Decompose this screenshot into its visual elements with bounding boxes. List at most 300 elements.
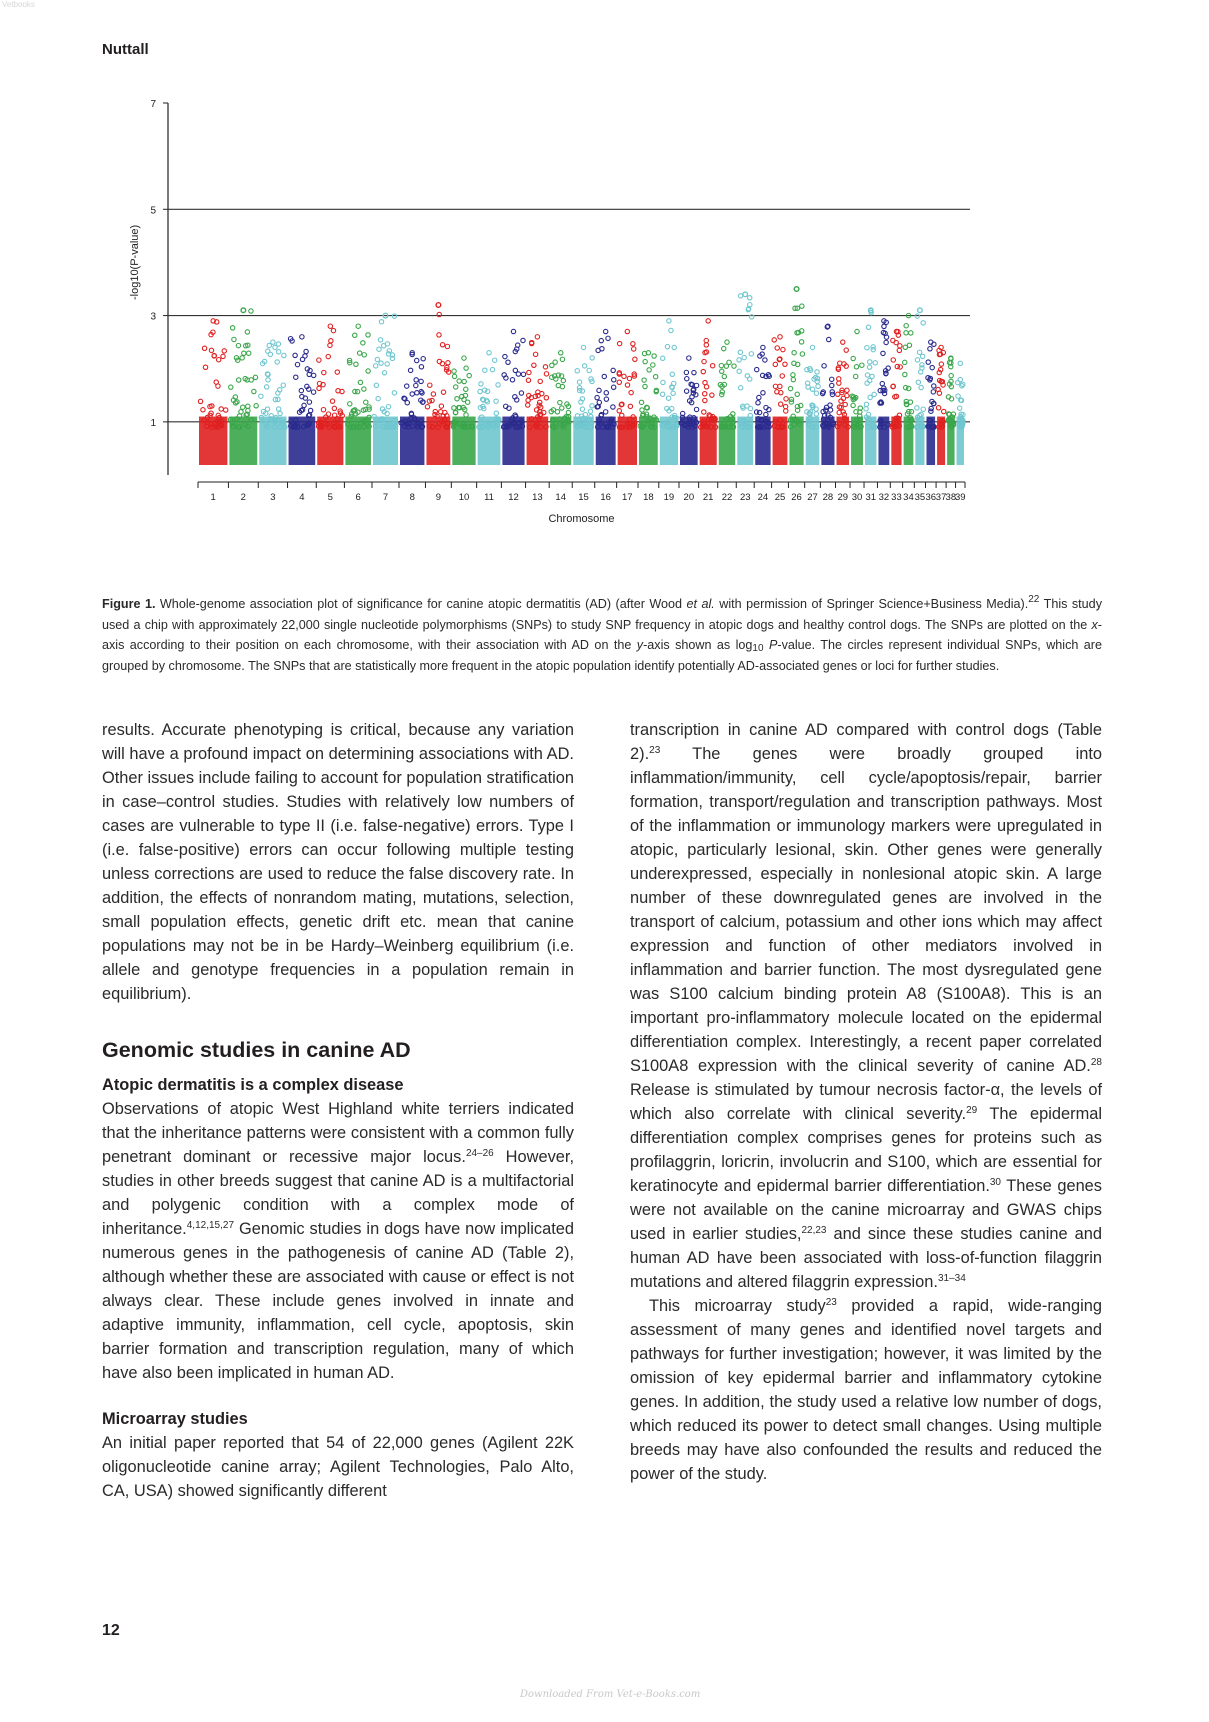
ref: 4,12,15,27 xyxy=(186,1220,235,1231)
snp-point xyxy=(958,361,962,365)
snp-point xyxy=(304,349,308,353)
ref: 24–26 xyxy=(465,1148,494,1159)
snp-point xyxy=(632,347,636,351)
snp-point xyxy=(788,386,792,390)
snp-point xyxy=(617,341,621,345)
snp-point xyxy=(629,390,633,394)
snp-point xyxy=(588,409,592,413)
snp-point xyxy=(264,385,268,389)
snp-point xyxy=(701,369,705,373)
snp-point xyxy=(364,400,368,404)
snp-point xyxy=(845,388,849,392)
snp-point xyxy=(611,368,615,372)
snp-point xyxy=(438,410,442,414)
snp-point xyxy=(652,354,656,358)
snp-point xyxy=(784,397,788,401)
snp-point xyxy=(317,386,321,390)
ref: 30 xyxy=(989,1177,1001,1188)
x-tick-label: 14 xyxy=(555,492,567,503)
snp-point xyxy=(903,372,907,376)
x-tick-label: 37 xyxy=(935,492,947,503)
snp-point xyxy=(755,367,759,371)
x-tick-label: 23 xyxy=(739,492,751,503)
snp-point xyxy=(757,410,761,414)
snp-point xyxy=(392,391,396,395)
snp-point xyxy=(722,346,726,350)
snp-point xyxy=(830,383,834,387)
snp-point xyxy=(526,378,530,382)
snp-point xyxy=(575,369,579,373)
snp-point xyxy=(492,358,496,362)
snp-point xyxy=(276,342,280,346)
snp-point xyxy=(203,365,207,369)
snp-point xyxy=(362,353,366,357)
snp-point xyxy=(720,390,724,394)
snp-point xyxy=(454,385,458,389)
snp-point xyxy=(566,410,570,414)
snp-point xyxy=(373,364,377,368)
snp-point xyxy=(781,347,785,351)
subheading-microarray: Microarray studies xyxy=(102,1410,248,1428)
snp-point xyxy=(259,394,263,398)
snp-point xyxy=(865,381,869,385)
x-tick-label: 18 xyxy=(643,492,654,503)
snp-point xyxy=(516,372,520,376)
x-tick-label: 2 xyxy=(240,492,246,503)
snp-point xyxy=(815,370,819,374)
caption-text: -axis shown as log xyxy=(643,638,753,653)
snp-point xyxy=(276,407,280,411)
snp-point xyxy=(293,353,297,357)
text: transcription in canine AD compared with control dogs (Table 2). xyxy=(630,721,1102,763)
snp-point xyxy=(464,413,468,417)
snp-point xyxy=(326,412,330,416)
snp-point xyxy=(704,338,708,342)
snp-point xyxy=(602,374,606,378)
snp-point xyxy=(437,333,441,337)
snp-point xyxy=(490,367,494,371)
snp-point xyxy=(252,389,256,393)
snp-point xyxy=(667,319,671,323)
text: This microarray study xyxy=(649,1297,826,1315)
snp-point xyxy=(483,368,487,372)
snp-point xyxy=(414,383,418,387)
snp-point xyxy=(795,392,799,396)
ref: 23 xyxy=(825,1297,837,1308)
snp-point xyxy=(236,343,240,347)
text: The epidermal differentiation complex comprises genes for proteins such as profilaggrin, loricrin, involucrin and S100, which are essential for keratinocyte and epidermal barrier differentiation. xyxy=(630,1105,1102,1195)
snp-point xyxy=(775,346,779,350)
snp-point xyxy=(800,304,804,308)
snp-point xyxy=(778,384,782,388)
caption-text: This study used a chip with approximately 22,000 single nucleotide polymorphisms (SNPs) to study SNP frequency in atopic dogs and healthy control dogs. The SNPs are plotted on the xyxy=(102,597,1102,632)
snp-point xyxy=(822,364,826,368)
snp-point xyxy=(543,365,547,369)
snp-point xyxy=(942,409,946,413)
snp-point xyxy=(956,380,960,384)
snp-point xyxy=(590,404,594,408)
x-tick-label: 7 xyxy=(382,492,389,503)
snp-point xyxy=(810,345,814,349)
snp-point xyxy=(936,406,940,410)
snp-point xyxy=(527,370,531,374)
snp-point xyxy=(745,374,749,378)
snp-point xyxy=(381,344,385,348)
caption-text: -value. The circles represent individual SNPs, which are grouped by chromosome. The SNPs that are statistically more frequent in the atopic population identify potentially AD-associated genes or loci for further studies. xyxy=(102,638,1103,673)
x-tick-label: 21 xyxy=(702,492,714,503)
snp-point xyxy=(919,385,923,389)
snp-point xyxy=(479,382,483,386)
snp-point xyxy=(844,348,848,352)
snp-point xyxy=(757,395,761,399)
snp-point xyxy=(232,337,236,341)
snp-point xyxy=(870,374,874,378)
left-paragraph-2 xyxy=(102,1097,574,1385)
caption-x: x xyxy=(1091,617,1098,632)
x-tick-label: 27 xyxy=(807,492,818,503)
snp-point xyxy=(865,373,869,377)
snp-point xyxy=(868,395,872,399)
snp-point xyxy=(814,412,818,416)
snp-point xyxy=(633,357,637,361)
snp-point xyxy=(374,383,378,387)
snp-point xyxy=(503,354,507,358)
snp-point xyxy=(722,374,726,378)
snp-point xyxy=(392,314,396,318)
snp-point xyxy=(321,407,325,411)
x-axis-label: Chromosome xyxy=(548,513,615,525)
snp-point xyxy=(843,402,847,406)
snp-point xyxy=(275,360,279,364)
snp-point xyxy=(763,358,767,362)
x-tick-label: 26 xyxy=(791,492,802,503)
snp-point xyxy=(617,409,621,413)
snp-point xyxy=(827,337,831,341)
snp-point xyxy=(640,408,644,412)
snp-point xyxy=(851,356,855,360)
snp-point xyxy=(560,406,564,410)
snp-point xyxy=(748,296,752,300)
snp-point xyxy=(415,391,419,395)
snp-point xyxy=(872,392,876,396)
snp-point xyxy=(684,370,688,374)
footer-watermark: Downloaded From Vet-e-Books.com xyxy=(520,1689,701,1700)
snp-point xyxy=(604,397,608,401)
x-tick-label: 11 xyxy=(484,492,494,503)
snp-point xyxy=(282,353,286,357)
snp-point xyxy=(939,362,943,366)
snp-point xyxy=(494,411,498,415)
snp-point xyxy=(692,370,696,374)
snp-point xyxy=(266,349,270,353)
snp-point xyxy=(303,354,307,358)
snp-point xyxy=(749,352,753,356)
snp-point xyxy=(703,392,707,396)
snp-point xyxy=(738,386,742,390)
snp-point xyxy=(410,392,414,396)
snp-point xyxy=(526,403,530,407)
snp-point xyxy=(898,344,902,348)
snp-point xyxy=(684,389,688,393)
figure-caption xyxy=(102,594,1102,676)
snp-point xyxy=(379,361,383,365)
y-tick-label: 5 xyxy=(150,205,156,217)
x-tick-label: 13 xyxy=(532,492,543,503)
snp-point xyxy=(860,363,864,367)
top-watermark: Vetbooks xyxy=(2,0,35,9)
snp-point xyxy=(864,407,868,411)
ref: 31–34 xyxy=(937,1273,966,1284)
snp-point xyxy=(308,408,312,412)
snp-point xyxy=(328,343,332,347)
snp-point xyxy=(625,383,629,387)
snp-point xyxy=(773,362,777,366)
ref: 28 xyxy=(1090,1057,1102,1068)
snp-point xyxy=(332,406,336,410)
snp-point xyxy=(311,373,315,377)
snp-point xyxy=(921,407,925,411)
text: These genes were not available on the canine microarray and GWAS chips used in earlier studies, xyxy=(630,1177,1102,1243)
snp-point xyxy=(920,354,924,358)
snp-point xyxy=(661,380,665,384)
snp-point xyxy=(311,390,315,394)
snp-point xyxy=(865,345,869,349)
snp-point xyxy=(230,326,234,330)
snp-point xyxy=(201,408,205,412)
snp-point xyxy=(886,366,890,370)
y-tick-label: 1 xyxy=(150,417,156,429)
left-column xyxy=(102,718,574,1503)
snp-point xyxy=(687,356,691,360)
x-tick-label: 31 xyxy=(865,492,877,503)
x-tick-label: 1 xyxy=(210,492,216,503)
snp-point xyxy=(949,373,953,377)
snp-point xyxy=(348,402,352,406)
snp-point xyxy=(521,338,525,342)
snp-point xyxy=(685,376,689,380)
snp-point xyxy=(494,399,498,403)
x-tick-label: 39 xyxy=(954,492,966,503)
x-tick-label: 25 xyxy=(774,492,786,503)
snp-point xyxy=(903,360,907,364)
snp-point xyxy=(229,385,233,389)
snp-point xyxy=(930,365,934,369)
snp-point xyxy=(830,377,834,381)
snp-point xyxy=(329,339,333,343)
snp-point xyxy=(254,404,258,408)
y-tick-label: 3 xyxy=(150,311,156,323)
x-tick-label: 17 xyxy=(622,492,633,503)
right-column xyxy=(630,718,1102,1486)
snp-point xyxy=(331,328,335,332)
snp-point xyxy=(720,369,724,373)
snp-point xyxy=(643,359,647,363)
snp-point xyxy=(464,366,468,370)
x-tick-label: 16 xyxy=(600,492,611,503)
snp-point xyxy=(415,358,419,362)
snp-point xyxy=(672,345,676,349)
snp-point xyxy=(904,324,908,328)
snp-point xyxy=(710,364,714,368)
snp-point xyxy=(462,379,466,383)
snp-point xyxy=(295,362,299,366)
snp-point xyxy=(784,409,788,413)
caption-ref: 22 xyxy=(1028,594,1040,605)
snp-point xyxy=(521,372,525,376)
snp-point xyxy=(357,351,361,355)
snp-point xyxy=(377,347,381,351)
snp-point xyxy=(452,374,456,378)
snp-point xyxy=(249,309,253,313)
caption-text: -axis according to their position on each chromosome, with their association with AD on the xyxy=(102,617,1102,653)
snp-point xyxy=(299,388,303,392)
snp-point xyxy=(603,410,607,414)
snp-point xyxy=(219,407,223,411)
caption-text: Whole-genome association plot of significance for canine atopic dermatitis (AD) (after Wood xyxy=(159,597,683,611)
snp-point xyxy=(378,338,382,342)
snp-point xyxy=(603,329,607,333)
snp-point xyxy=(237,378,241,382)
ref: 23 xyxy=(649,745,661,756)
snp-point xyxy=(362,387,366,391)
snp-point xyxy=(538,379,542,383)
snp-point xyxy=(247,351,251,355)
snp-point xyxy=(710,393,714,397)
snp-point xyxy=(661,356,665,360)
text: and since these studies canine and human AD have been associated with loss-of-function filaggrin mutations and altered filaggrin expression. xyxy=(630,1225,1102,1291)
left-paragraph-1: results. Accurate phenotyping is critical, because any variation will have a profound impact on determining associations with AD. Other issues include failing to account for population stratification in case–control studies. Studies with relatively low numbers of cases are vulnerable to type II (i.e. false-negative) errors. Type I (i.e. false-positive) errors can occur following multiple testing unless corrections are used to reduce the false discovery rate. In addition, the effects of nonrandom mating, mutations, selection, small population effects, genetic drift etc. mean that canine populations may not be in be Hardy–Weinberg equilibrium (i.e. allele and genotype frequencies in a population remain in equilibrium). xyxy=(102,721,574,1003)
caption-y: y xyxy=(636,638,644,653)
snp-point xyxy=(719,363,723,367)
x-tick-label: 30 xyxy=(851,492,863,503)
snp-point xyxy=(223,408,227,412)
x-tick-label: 10 xyxy=(458,492,470,503)
right-paragraph-1 xyxy=(630,718,1102,1294)
snp-point xyxy=(778,335,782,339)
snp-point xyxy=(643,384,647,388)
snp-point xyxy=(597,388,601,392)
snp-point xyxy=(816,384,820,388)
x-tick-label: 6 xyxy=(355,492,361,503)
snp-point xyxy=(915,406,919,410)
x-tick-label: 9 xyxy=(435,492,442,503)
snp-point xyxy=(956,394,960,398)
snp-point xyxy=(464,387,468,391)
snp-point xyxy=(385,362,389,366)
snp-point xyxy=(544,372,548,376)
snp-point xyxy=(496,383,500,387)
snp-point xyxy=(487,351,491,355)
snp-point xyxy=(702,410,706,414)
snp-point xyxy=(281,383,285,387)
snp-point xyxy=(511,329,515,333)
x-tick-label: 22 xyxy=(721,492,733,503)
snp-point xyxy=(300,335,304,339)
snp-point xyxy=(216,357,220,361)
snp-point xyxy=(540,391,544,395)
snp-point xyxy=(532,363,536,367)
snp-point xyxy=(606,336,610,340)
x-tick-label: 12 xyxy=(508,492,519,503)
snp-point xyxy=(665,344,669,348)
section-heading: Genomic studies in canine AD xyxy=(102,1038,411,1062)
snp-point xyxy=(814,391,818,395)
snp-point xyxy=(271,340,275,344)
snp-point xyxy=(694,407,698,411)
snp-point xyxy=(669,328,673,332)
x-tick-label: 34 xyxy=(903,492,914,503)
snp-point xyxy=(330,399,334,403)
figure-label: Figure 1. xyxy=(102,597,156,611)
snp-point xyxy=(670,372,674,376)
snp-point xyxy=(462,356,466,360)
snp-point xyxy=(871,345,875,349)
x-tick-label: 20 xyxy=(683,492,695,503)
y-tick-label: 7 xyxy=(150,99,156,110)
snp-point xyxy=(246,404,250,408)
snp-point xyxy=(773,384,777,388)
snp-point xyxy=(666,396,670,400)
text: However, studies in other breeds suggest that canine AD is a multifactorial and polygenic condition with a complex mode of inheritance. xyxy=(102,1148,574,1238)
snp-point xyxy=(742,355,746,359)
snp-point xyxy=(242,351,246,355)
snp-point xyxy=(366,333,370,337)
snp-point xyxy=(307,400,311,404)
text: Release is stimulated by tumour necrosis factor-α, the levels of which also correlate with clinical severity. xyxy=(630,1081,1102,1123)
snp-point xyxy=(704,343,708,347)
snp-point xyxy=(764,412,768,416)
snp-point xyxy=(617,380,621,384)
snp-point xyxy=(375,357,379,361)
snp-point xyxy=(660,392,664,396)
snp-point xyxy=(431,392,435,396)
snp-point xyxy=(294,375,298,379)
snp-point xyxy=(428,383,432,387)
x-tick-label: 35 xyxy=(914,492,926,503)
snp-point xyxy=(704,385,708,389)
snp-point xyxy=(328,324,332,328)
snp-point xyxy=(880,381,884,385)
snp-point xyxy=(917,350,921,354)
snp-point xyxy=(884,340,888,344)
snp-point xyxy=(478,389,482,393)
snp-point xyxy=(867,378,871,382)
x-tick-label: 36 xyxy=(925,492,937,503)
snp-point xyxy=(433,409,437,413)
x-tick-label: 24 xyxy=(757,492,769,503)
snp-point xyxy=(322,370,326,374)
snp-point xyxy=(904,331,908,335)
snp-point xyxy=(561,378,565,382)
snp-point xyxy=(580,407,584,411)
snp-point xyxy=(837,381,841,385)
snp-point xyxy=(653,375,657,379)
left-paragraph-3: An initial paper reported that 54 of 22,000 genes (Agilent 22K oligonucleotide canine array; Agilent Technologies, Palo Alto, CA, USA) showed significantly different xyxy=(102,1434,574,1500)
snp-point xyxy=(465,400,469,404)
snp-point xyxy=(627,376,631,380)
snp-point xyxy=(559,351,563,355)
manhattan-plot xyxy=(120,88,1080,588)
snp-point xyxy=(853,374,857,378)
snp-point xyxy=(604,391,608,395)
snp-point xyxy=(405,384,409,388)
snp-point xyxy=(873,361,877,365)
snp-point xyxy=(703,398,707,402)
snp-point xyxy=(221,354,225,358)
snp-point xyxy=(791,373,795,377)
snp-point xyxy=(799,340,803,344)
snp-point xyxy=(725,340,729,344)
